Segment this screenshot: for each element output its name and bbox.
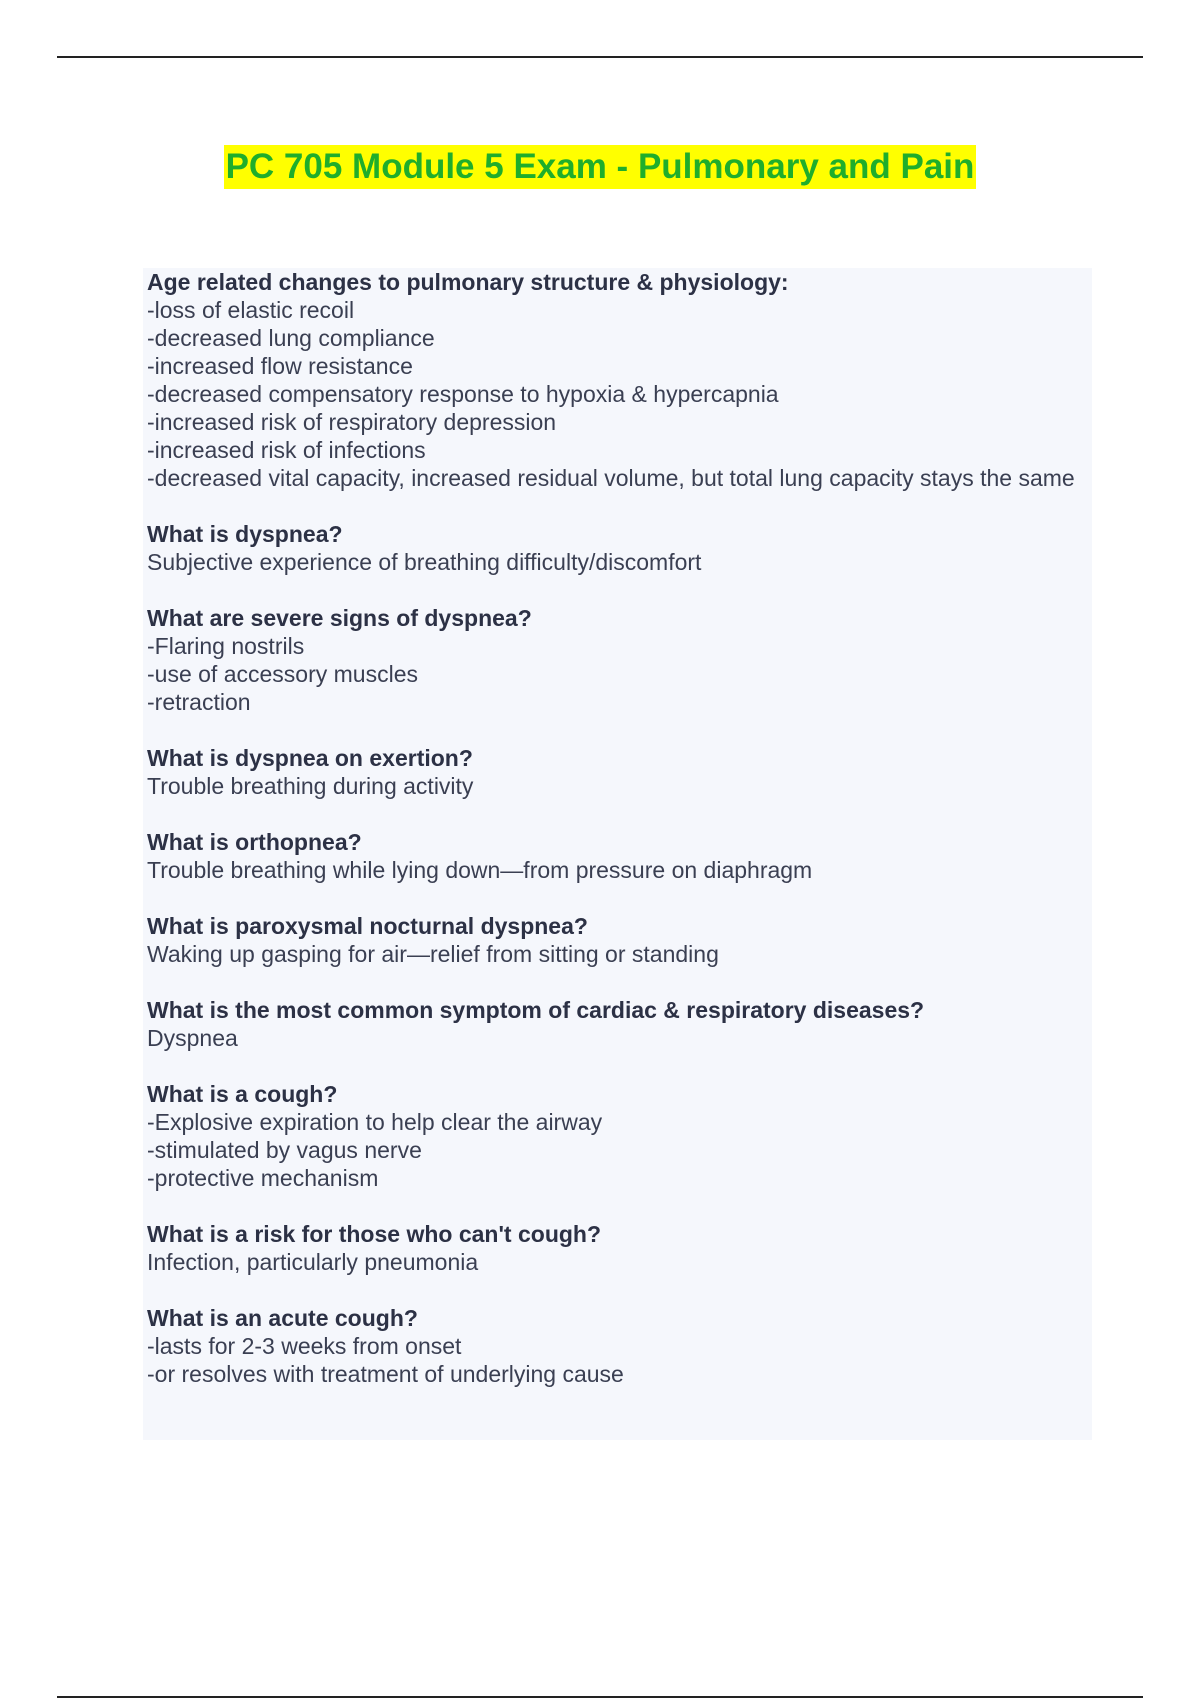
answer-line: -decreased vital capacity, increased residual volume, but total lung capacity stays the same (147, 465, 1075, 491)
answer (147, 1332, 1088, 1388)
answer (147, 1248, 1088, 1276)
document-title: PC 705 Module 5 Exam - Pulmonary and Pain (224, 145, 977, 189)
qa-item-8 (147, 1220, 1088, 1276)
answer-line: -use of accessory muscles (147, 661, 418, 687)
question: What are severe signs of dyspnea? (147, 605, 532, 631)
top-divider (57, 56, 1143, 58)
bottom-divider (57, 1696, 1143, 1698)
answer (147, 772, 1088, 800)
question: Age related changes to pulmonary structure & physiology: (147, 269, 789, 295)
answer-line: -decreased compensatory response to hypoxia & hypercapnia (147, 381, 779, 407)
answer (147, 1108, 1088, 1192)
qa-item-3 (147, 744, 1088, 800)
answer-line: Infection, particularly pneumonia (147, 1249, 479, 1275)
qa-item-2 (147, 604, 1088, 716)
answer-line: -increased flow resistance (147, 353, 413, 379)
answer-line: -lasts for 2-3 weeks from onset (147, 1333, 462, 1359)
qa-item-0 (147, 268, 1088, 492)
answer-line: -protective mechanism (147, 1165, 379, 1191)
answer (147, 548, 1088, 576)
answer-line: -increased risk of infections (147, 437, 426, 463)
answer-line: -decreased lung compliance (147, 325, 435, 351)
title-container (0, 145, 1200, 189)
question: What is dyspnea on exertion? (147, 745, 473, 771)
question: What is orthopnea? (147, 829, 362, 855)
answer-line: -stimulated by vagus nerve (147, 1137, 422, 1163)
qa-item-9 (147, 1304, 1088, 1388)
answer-line: -or resolves with treatment of underlying cause (147, 1361, 624, 1387)
answer-line: -Flaring nostrils (147, 633, 305, 659)
flashcard-list (143, 268, 1092, 1440)
qa-item-4 (147, 828, 1088, 884)
qa-item-5 (147, 912, 1088, 968)
answer (147, 296, 1088, 492)
answer-line: Trouble breathing while lying down—from pressure on diaphragm (147, 857, 813, 883)
qa-item-1 (147, 520, 1088, 576)
question: What is a risk for those who can't cough? (147, 1221, 602, 1247)
question: What is paroxysmal nocturnal dyspnea? (147, 913, 588, 939)
question: What is the most common symptom of cardiac & respiratory diseases? (147, 997, 925, 1023)
answer (147, 1024, 1088, 1052)
answer-line: Subjective experience of breathing difficulty/discomfort (147, 549, 702, 575)
question: What is dyspnea? (147, 521, 343, 547)
qa-item-6 (147, 996, 1088, 1052)
answer (147, 856, 1088, 884)
answer-line: -loss of elastic recoil (147, 297, 355, 323)
answer-line: -Explosive expiration to help clear the airway (147, 1109, 603, 1135)
answer (147, 940, 1088, 968)
answer-line: -increased risk of respiratory depression (147, 409, 557, 435)
answer (147, 632, 1088, 716)
answer-line: Waking up gasping for air—relief from sitting or standing (147, 941, 719, 967)
question: What is an acute cough? (147, 1305, 418, 1331)
answer-line: Dyspnea (147, 1025, 238, 1051)
question: What is a cough? (147, 1081, 338, 1107)
answer-line: Trouble breathing during activity (147, 773, 474, 799)
answer-line: -retraction (147, 689, 251, 715)
qa-item-7 (147, 1080, 1088, 1192)
